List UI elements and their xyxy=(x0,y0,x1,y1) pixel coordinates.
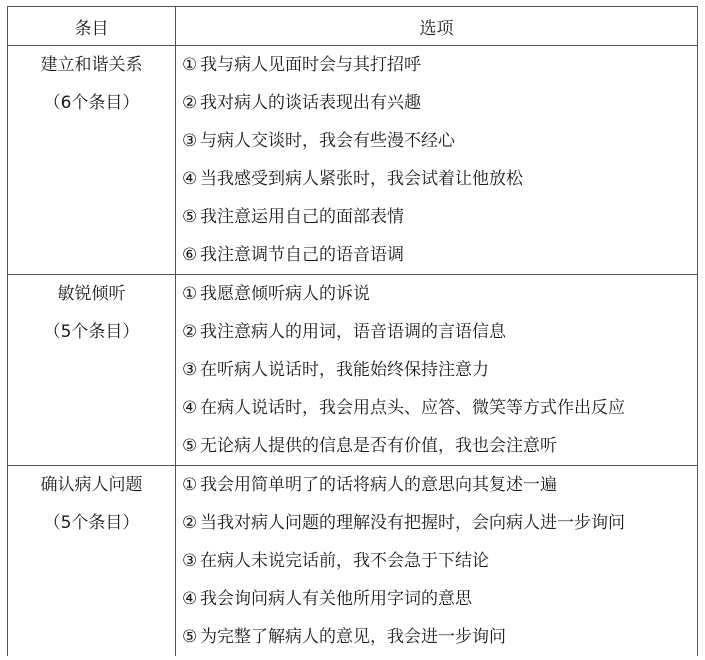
option-text: 当我感受到病人紧张时，我会试着让他放松 xyxy=(200,169,523,189)
option-text: 在病人说话时，我会用点头、应答、微笑等方式作出反应 xyxy=(200,398,625,418)
option-number: ⑤ xyxy=(182,207,198,227)
category-name: 建立和谐关系 xyxy=(40,55,143,75)
option-number: ② xyxy=(182,93,198,113)
category-name: 敏锐倾听 xyxy=(57,284,126,304)
option-text: 我注意病人的用词，语音语调的言语信息 xyxy=(200,322,506,342)
option-text: 为完整了解病人的意见，我会进一步询问 xyxy=(200,627,506,647)
option-item xyxy=(176,389,697,427)
header-item: 条目 xyxy=(8,7,176,46)
option-item xyxy=(176,427,697,465)
option-number: ① xyxy=(182,55,198,75)
option-text: 我与病人见面时会与其打招呼 xyxy=(200,55,421,75)
group-row xyxy=(8,466,698,657)
option-number: ③ xyxy=(182,551,198,571)
options-cell xyxy=(176,275,698,466)
option-number: ① xyxy=(182,284,198,304)
option-item xyxy=(176,313,697,351)
option-item xyxy=(176,84,697,122)
option-item xyxy=(176,236,697,274)
header-row xyxy=(8,7,698,46)
option-number: ③ xyxy=(182,131,198,151)
group-row xyxy=(8,46,698,275)
option-number: ③ xyxy=(182,360,198,380)
survey-table xyxy=(7,6,698,656)
option-item xyxy=(176,580,697,618)
option-text: 我注意运用自己的面部表情 xyxy=(200,207,404,227)
category-cell xyxy=(8,46,176,275)
option-number: ④ xyxy=(182,589,198,609)
option-number: ④ xyxy=(182,169,198,189)
option-number: ⑤ xyxy=(182,436,198,456)
option-text: 在听病人说话时，我能始终保持注意力 xyxy=(200,360,489,380)
option-item xyxy=(176,504,697,542)
option-item xyxy=(176,351,697,389)
category-cell xyxy=(8,466,176,657)
header-options: 选项 xyxy=(176,7,698,46)
option-number: ④ xyxy=(182,398,198,418)
option-text: 我会询问病人有关他所用字词的意思 xyxy=(200,589,472,609)
option-text: 我会用简单明了的话将病人的意思向其复述一遍 xyxy=(200,475,557,495)
option-text: 与病人交谈时，我会有些漫不经心 xyxy=(200,131,455,151)
option-item xyxy=(176,122,697,160)
option-item xyxy=(176,466,697,504)
option-number: ⑥ xyxy=(182,245,198,265)
category-count: （5个条目） xyxy=(43,322,140,342)
option-number: ② xyxy=(182,322,198,342)
option-text: 在病人未说完话前，我不会急于下结论 xyxy=(200,551,489,571)
option-number: ① xyxy=(182,475,198,495)
option-item xyxy=(176,275,697,313)
option-text: 我愿意倾听病人的诉说 xyxy=(200,284,370,304)
category-count: （5个条目） xyxy=(43,513,140,533)
option-text: 我对病人的谈话表现出有兴趣 xyxy=(200,93,421,113)
category-cell xyxy=(8,275,176,466)
options-cell xyxy=(176,466,698,657)
option-number: ② xyxy=(182,513,198,533)
category-count: （6个条目） xyxy=(43,93,140,113)
group-row xyxy=(8,275,698,466)
option-item xyxy=(176,542,697,580)
option-text: 我注意调节自己的语音语调 xyxy=(200,245,404,265)
option-item xyxy=(176,198,697,236)
option-text: 无论病人提供的信息是否有价值，我也会注意听 xyxy=(200,436,557,456)
category-name: 确认病人问题 xyxy=(40,475,143,495)
options-cell xyxy=(176,46,698,275)
option-number: ⑤ xyxy=(182,627,198,647)
option-item xyxy=(176,160,697,198)
option-item xyxy=(176,618,697,656)
option-item xyxy=(176,46,697,84)
option-text: 当我对病人问题的理解没有把握时，会向病人进一步询问 xyxy=(200,513,625,533)
